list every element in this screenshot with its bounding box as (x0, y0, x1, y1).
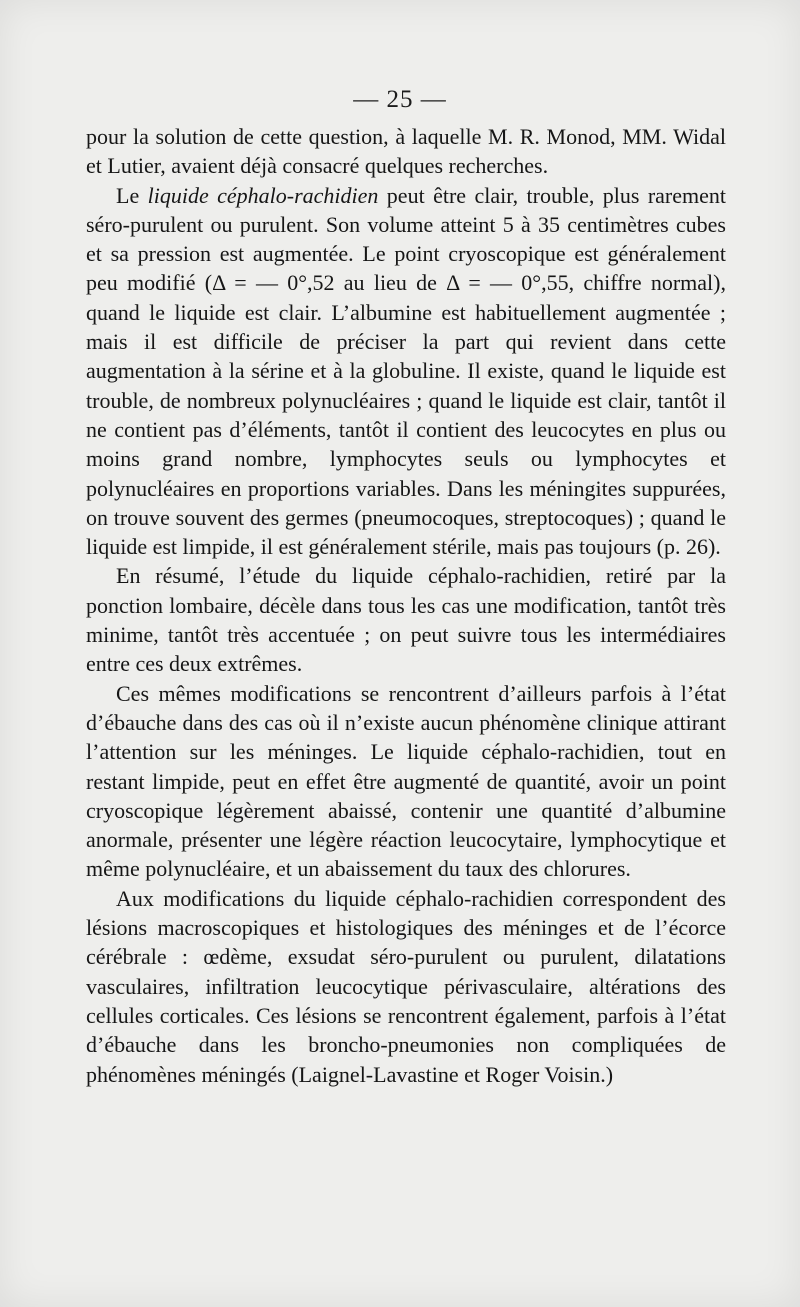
body-text (86, 122, 726, 1089)
paragraph-liquide (86, 181, 726, 562)
paragraph-continuation (86, 122, 726, 181)
paragraph-text: pour la solution de cette question, à laquelle M. R. Monod, MM. Widal et Lutier, avaient déjà consacré quelques recherches. (86, 124, 726, 179)
paragraph-text: Le (116, 182, 148, 208)
paragraph-text: peut être clair, trouble, plus rarement séro-purulent ou purulent. Son volume atteint 5 à 35 centimètres cubes et sa pression est augmentée. Le point cryoscopique est généralement peu modifié (Δ = — 0°,52 au lieu de Δ = — 0°,55, chiffre normal), quand le liquide est clair. L’albumine est habituellement augmentée ; mais il est difficile de préciser la part qui revient dans cette augmentation à la sérine et à la globuline. Il existe, quand le liquide est trouble, de nombreux polynucléaires ; quand le liquide est clair, tantôt il ne contient pas d’éléments, tantôt il contient des leucocytes en plus ou moins grand nombre, lymphocytes seuls ou lymphocytes et polynucléaires en proportions variables. Dans les méningites suppurées, on trouve souvent des germes (pneumocoques, streptocoques) ; quand le liquide est limpide, il est généralement stérile, mais pas toujours (p. 26). (86, 182, 727, 560)
paragraph-modifications (86, 679, 726, 884)
paragraph-text: Aux modifications du liquide céphalo-rachidien correspondent des lésions macroscopiques et histologiques des méninges et de l’écorce cérébrale : œdème, exsudat séro-purulent ou purulent, dilatations vasculaires, infiltration leucocytique périvasculaire, altérations des cellules corticales. Ces lésions se rencontrent également, parfois à l’état d’ébauche dans les broncho-pneumonies non compliquées de phénomènes méningés (Laignel-Lavastine et Roger Voisin.) (86, 885, 726, 1087)
paragraph-lesions (86, 884, 726, 1089)
paragraph-text: Ces mêmes modifications se rencontrent d’ailleurs parfois à l’état d’ébauche dans des cas où il n’existe aucun phénomène clinique attirant l’attention sur les méninges. Le liquide céphalo-rachidien, tout en restant limpide, peut en effet être augmenté de quantité, avoir un point cryoscopique légèrement abaissé, contenir une quantité d’albumine anormale, présenter une légère réaction leucocytaire, lymphocytique et même polynucléaire, et un abaissement du taux des chlorures. (86, 680, 726, 882)
page-number: — 25 — (353, 86, 447, 113)
paragraph-resume (86, 561, 726, 678)
italic-term: liquide céphalo-rachidien (147, 182, 379, 208)
paragraph-text: En résumé, l’étude du liquide céphalo-rachidien, retiré par la ponction lombaire, décèle dans tous les cas une modification, tantôt très minime, tantôt très accentuée ; on peut suivre tous les intermédiaires entre ces deux extrêmes. (86, 563, 726, 677)
